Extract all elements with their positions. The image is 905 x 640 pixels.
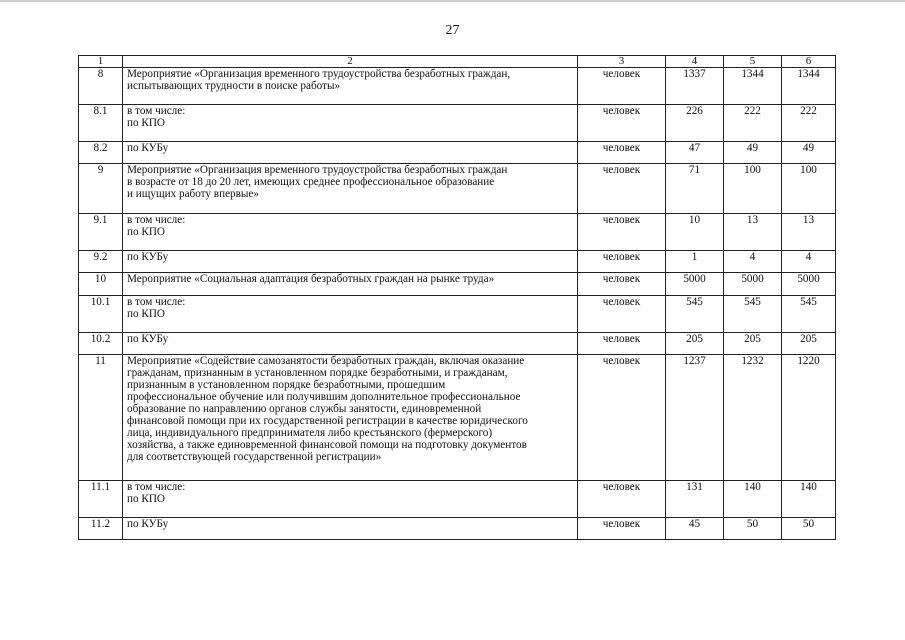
page-number: 27 bbox=[445, 23, 460, 38]
page-top-edge bbox=[0, 0, 905, 2]
value-cell: 1337 bbox=[666, 68, 724, 105]
table-row bbox=[79, 68, 836, 105]
table-row bbox=[79, 273, 836, 296]
value-cell: 545 bbox=[782, 296, 836, 333]
value-cell: 1220 bbox=[782, 355, 836, 481]
value-cell: 140 bbox=[782, 481, 836, 518]
value-cell: 205 bbox=[782, 333, 836, 355]
value-cell: 13 bbox=[782, 214, 836, 251]
unit-cell: человек bbox=[578, 164, 666, 214]
value-cell: 47 bbox=[666, 142, 724, 164]
table-row bbox=[79, 355, 836, 481]
value-cell: 205 bbox=[724, 333, 782, 355]
value-cell: 5000 bbox=[782, 273, 836, 296]
table-row bbox=[79, 481, 836, 518]
row-number-cell: 10 bbox=[79, 273, 123, 296]
indicators-table bbox=[78, 55, 836, 540]
table-row bbox=[79, 333, 836, 355]
unit-cell: человек bbox=[578, 296, 666, 333]
value-cell: 100 bbox=[782, 164, 836, 214]
value-cell: 131 bbox=[666, 481, 724, 518]
description-cell: по КУБу bbox=[123, 142, 578, 164]
unit-cell: человек bbox=[578, 142, 666, 164]
value-cell: 49 bbox=[782, 142, 836, 164]
table-row bbox=[79, 251, 836, 273]
table-row bbox=[79, 105, 836, 142]
description-cell: Мероприятие «Организация временного трудоустройства безработных граждан в возрасте от 18 до 20 лет, имеющих среднее профессиональное образование и ищущих работу впервые» bbox=[123, 164, 578, 214]
value-cell: 5000 bbox=[666, 273, 724, 296]
unit-cell: человек bbox=[578, 105, 666, 142]
value-cell: 205 bbox=[666, 333, 724, 355]
unit-cell: человек bbox=[578, 251, 666, 273]
unit-cell: человек bbox=[578, 355, 666, 481]
row-number-cell: 10.2 bbox=[79, 333, 123, 355]
unit-cell: человек bbox=[578, 273, 666, 296]
column-header: 5 bbox=[724, 56, 782, 68]
value-cell: 226 bbox=[666, 105, 724, 142]
row-number-cell: 8.2 bbox=[79, 142, 123, 164]
table-row bbox=[79, 518, 836, 540]
value-cell: 45 bbox=[666, 518, 724, 540]
value-cell: 4 bbox=[782, 251, 836, 273]
table-body bbox=[79, 68, 836, 540]
value-cell: 545 bbox=[724, 296, 782, 333]
description-cell: по КУБу bbox=[123, 251, 578, 273]
row-number-cell: 11.1 bbox=[79, 481, 123, 518]
table-row bbox=[79, 296, 836, 333]
row-number-cell: 10.1 bbox=[79, 296, 123, 333]
row-number-cell: 11 bbox=[79, 355, 123, 481]
description-cell: по КУБу bbox=[123, 518, 578, 540]
column-number-row bbox=[79, 56, 836, 68]
value-cell: 100 bbox=[724, 164, 782, 214]
value-cell: 140 bbox=[724, 481, 782, 518]
value-cell: 222 bbox=[724, 105, 782, 142]
column-header: 3 bbox=[578, 56, 666, 68]
unit-cell: человек bbox=[578, 518, 666, 540]
value-cell: 4 bbox=[724, 251, 782, 273]
unit-cell: человек bbox=[578, 481, 666, 518]
description-cell: в том числе: по КПО bbox=[123, 296, 578, 333]
description-cell: Мероприятие «Социальная адаптация безработных граждан на рынке труда» bbox=[123, 273, 578, 296]
row-number-cell: 9.2 bbox=[79, 251, 123, 273]
value-cell: 1237 bbox=[666, 355, 724, 481]
description-cell: в том числе: по КПО bbox=[123, 214, 578, 251]
value-cell: 50 bbox=[724, 518, 782, 540]
description-cell: Мероприятие «Организация временного трудоустройства безработных граждан, испытывающих трудности в поиске работы» bbox=[123, 68, 578, 105]
unit-cell: человек bbox=[578, 68, 666, 105]
description-cell: Мероприятие «Содействие самозанятости безработных граждан, включая оказание гражданам, признанным в установленном порядке безработными, и гражданам, признанным в установленном порядке безработными, прошедшим профессиональное обучение или получившим дополнительное профессиональное образование по направлению органов службы занятости, единовременной финансовой помощи при их государственной регистрации в качестве юридического лица, индивидуального предпринимателя либо крестьянского (фермерского) хозяйства, а также единовременной финансовой помощи на подготовку документов для соответствующей государственной регистрации» bbox=[123, 355, 578, 481]
value-cell: 49 bbox=[724, 142, 782, 164]
description-cell: по КУБу bbox=[123, 333, 578, 355]
column-header: 6 bbox=[782, 56, 836, 68]
value-cell: 50 bbox=[782, 518, 836, 540]
value-cell: 1 bbox=[666, 251, 724, 273]
unit-cell: человек bbox=[578, 333, 666, 355]
value-cell: 13 bbox=[724, 214, 782, 251]
column-header: 4 bbox=[666, 56, 724, 68]
unit-cell: человек bbox=[578, 214, 666, 251]
description-cell: в том числе: по КПО bbox=[123, 481, 578, 518]
value-cell: 1344 bbox=[724, 68, 782, 105]
value-cell: 10 bbox=[666, 214, 724, 251]
row-number-cell: 11.2 bbox=[79, 518, 123, 540]
row-number-cell: 8 bbox=[79, 68, 123, 105]
value-cell: 1232 bbox=[724, 355, 782, 481]
row-number-cell: 9.1 bbox=[79, 214, 123, 251]
value-cell: 545 bbox=[666, 296, 724, 333]
table-row bbox=[79, 164, 836, 214]
column-header: 2 bbox=[123, 56, 578, 68]
table-row bbox=[79, 214, 836, 251]
value-cell: 71 bbox=[666, 164, 724, 214]
value-cell: 5000 bbox=[724, 273, 782, 296]
column-header: 1 bbox=[79, 56, 123, 68]
value-cell: 222 bbox=[782, 105, 836, 142]
description-cell: в том числе: по КПО bbox=[123, 105, 578, 142]
value-cell: 1344 bbox=[782, 68, 836, 105]
table-row bbox=[79, 142, 836, 164]
row-number-cell: 9 bbox=[79, 164, 123, 214]
row-number-cell: 8.1 bbox=[79, 105, 123, 142]
